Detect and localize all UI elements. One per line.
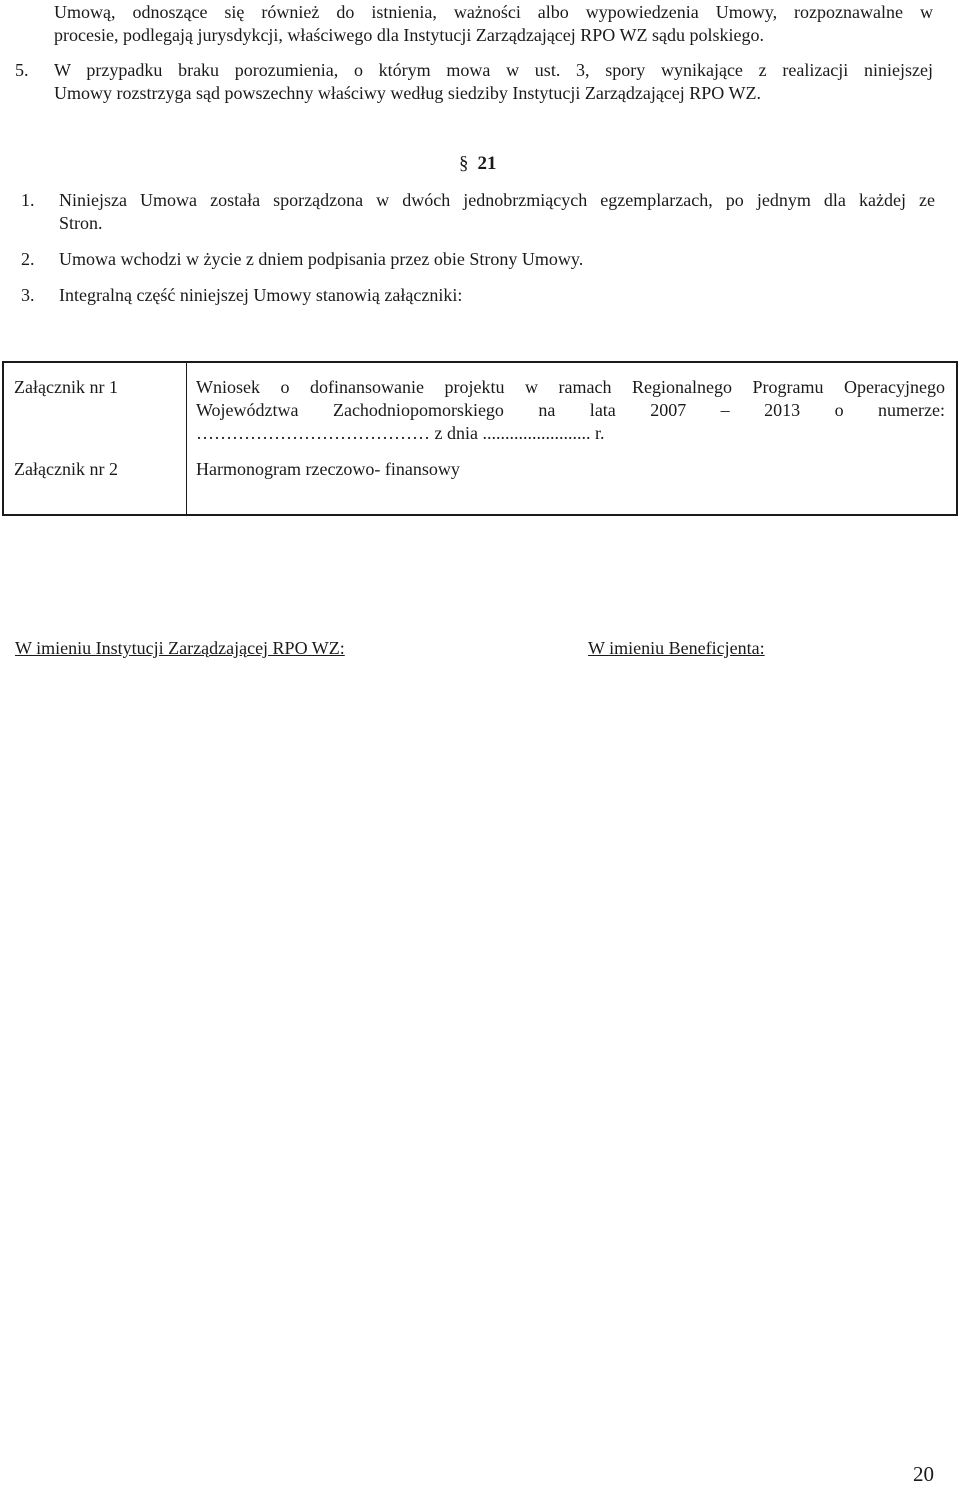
item-1-line-1: Niniejsza Umowa została sporządzona w dwóch jednobrzmiących egzemplarzach, po jednym dla każdej ze	[59, 190, 935, 210]
attachment-2-description	[196, 458, 945, 481]
attachment-1-line-3: ………………………………… z dnia ........................ r.	[196, 423, 605, 443]
attachment-1-description	[196, 376, 945, 445]
attachment-2-line-1: Harmonogram rzeczowo- finansowy	[196, 459, 460, 479]
attachment-2-label: Załącznik nr 2	[14, 459, 118, 479]
attachment-1-label: Załącznik nr 1	[14, 377, 118, 397]
item-2-number: 2.	[21, 249, 35, 269]
page-number: 20	[913, 1462, 934, 1486]
section-symbol: §	[459, 153, 469, 174]
section-heading	[459, 153, 497, 175]
signature-label-authority: W imieniu Instytucji Zarządzającej RPO WZ:	[15, 638, 345, 658]
paragraph-continued-line-2: procesie, podlegają jurysdykcji, właściwego dla Instytucji Zarządzającej RPO WZ sądu polskiego.	[54, 25, 764, 45]
paragraph-5-line-1: W przypadku braku porozumienia, o którym mowa w ust. 3, spory wynikające z realizacji niniejszej	[54, 60, 933, 80]
item-1-line-2: Stron.	[59, 213, 103, 233]
paragraph-5-line-2: Umowy rozstrzyga sąd powszechny właściwy według siedziby Instytucji Zarządzającej RPO WZ.	[54, 83, 761, 103]
paragraph-continued-line-1: Umową, odnoszące się również do istnienia, ważności albo wypowiedzenia Umowy, rozpoznawalne w	[54, 2, 933, 22]
item-2-line-1: Umowa wchodzi w życie z dniem podpisania przez obie Strony Umowy.	[59, 249, 584, 269]
item-3-number: 3.	[21, 285, 35, 305]
attachment-1-line-2: Województwa Zachodniopomorskiego na lata 2007 – 2013 o numerze:	[196, 400, 945, 420]
signature-label-beneficiary: W imieniu Beneficjenta:	[588, 638, 765, 658]
item-1-number: 1.	[21, 190, 35, 210]
item-3-line-1: Integralną część niniejszej Umowy stanowią załączniki:	[59, 285, 463, 305]
attachment-1-line-1: Wniosek o dofinansowanie projektu w ramach Regionalnego Programu Operacyjnego	[196, 377, 945, 397]
paragraph-5-number: 5.	[15, 60, 29, 80]
section-number: 21	[477, 153, 497, 174]
